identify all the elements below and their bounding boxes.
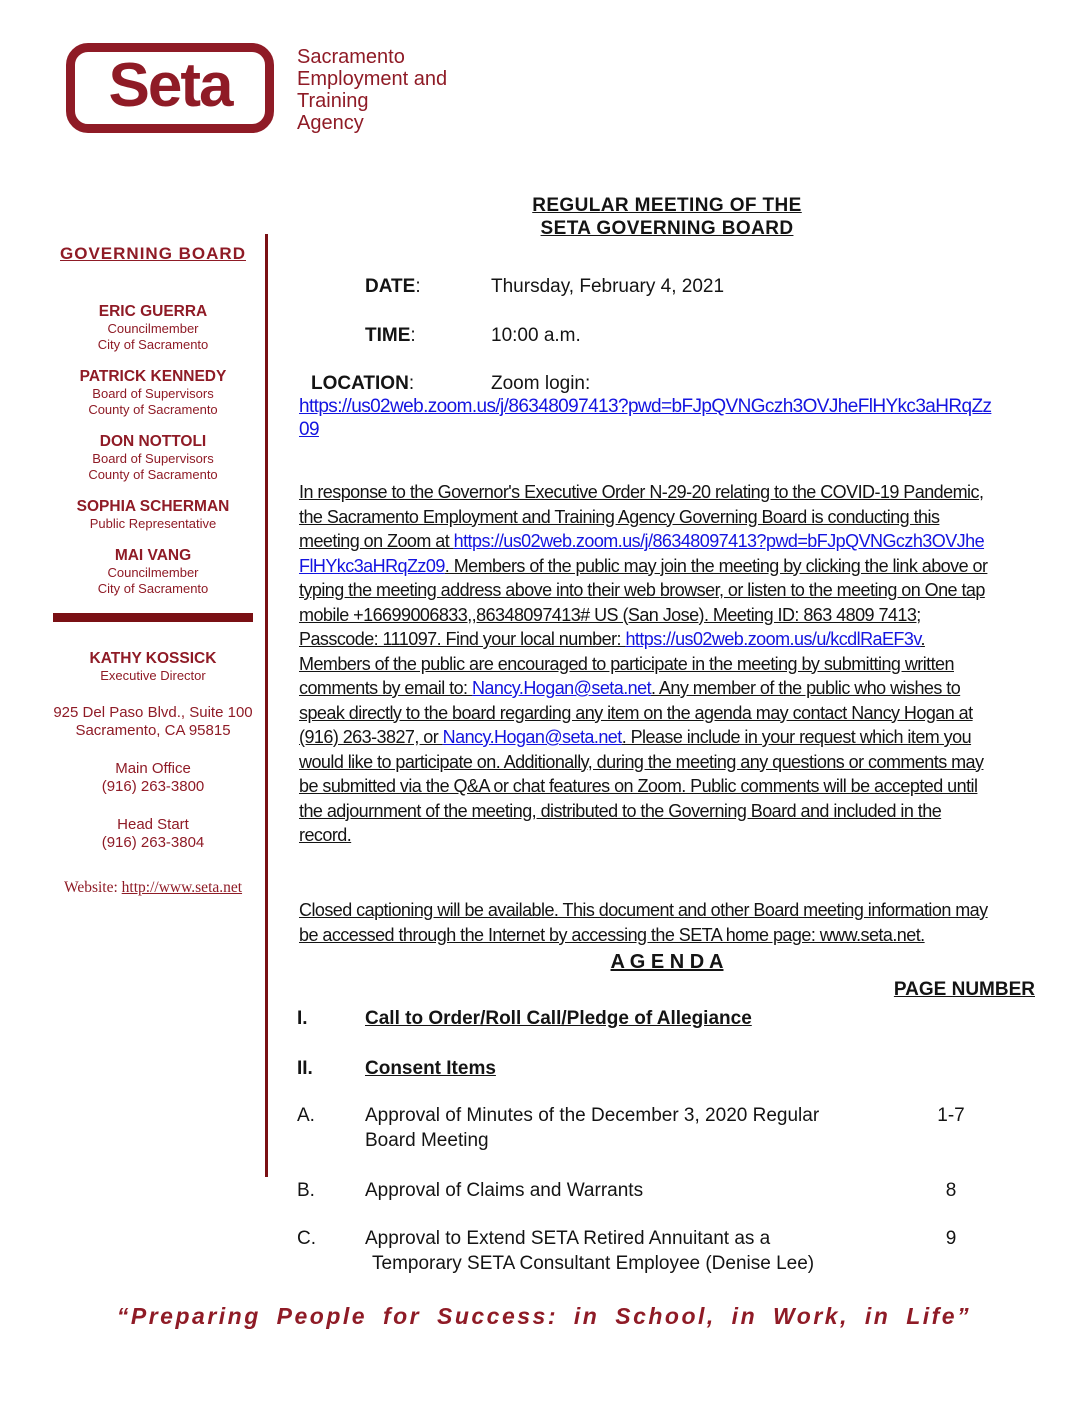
board-member (42, 497, 264, 532)
member-org: County of Sacramento (88, 402, 218, 417)
board-member (42, 432, 264, 483)
notice-text: . Members of the public may join the meeting by clicking the link above or typing the meeting address above into their web browser, or listen to the meeting on One tap mobile +16699006833,,86348097413# US (San Jose). Meeting ID: 863 4809 7413; Passcode: 111097. Find your local number: (299, 555, 988, 649)
director-title: Executive Director (100, 668, 206, 683)
item-page-number: 1-7 (937, 1105, 965, 1126)
zoom-meeting-link[interactable]: https://us02web.zoom.us/j/86348097413?pwd=bFJpQVNGczh3OVJheFlHYkc3aHRqZz09 (299, 531, 985, 576)
member-org: City of Sacramento (97, 581, 209, 596)
item-line2: Board Meeting (365, 1130, 489, 1151)
website-line (42, 879, 264, 897)
member-role: Board of Supervisors (92, 451, 214, 466)
section-title: Consent Items (365, 1058, 496, 1079)
section-numeral: II. (297, 1058, 313, 1079)
seta-logo-mark: Seta (108, 51, 232, 120)
time-label: TIME : (365, 325, 416, 347)
org-name-line: Sacramento (297, 46, 405, 68)
notice-text: . Members of the public are encouraged to participate in the meeting by submitting written comments by email to: (299, 629, 954, 698)
agenda-heading: A G E N D A (610, 951, 724, 973)
notice-text: . Please include in your request which item you would like to participate on. Additionally, during the meeting any questions or comments may be submitted via the Q&A or chat features on Zoom. Public comments will be accepted until the adjournment of the meeting, distributed to the Governing Board and included in the record. (299, 727, 984, 845)
time-value: 10:00 a.m. (491, 325, 581, 346)
address-line: Sacramento, CA 95815 (75, 721, 231, 739)
org-name-line: Employment and (297, 68, 448, 90)
item-letter: B. (297, 1180, 315, 1201)
email-link[interactable]: Nancy.Hogan@seta.net (442, 727, 622, 747)
contact-phone: (916) 263-3804 (101, 833, 205, 851)
date-row (297, 276, 1037, 298)
member-name: DON NOTTOLI (99, 433, 207, 450)
item-text (365, 1178, 895, 1203)
contact-label: Head Start (117, 816, 189, 833)
location-row (297, 373, 1037, 395)
org-name-line: Training (297, 90, 369, 112)
meeting-title-line2: SETA GOVERNING BOARD (540, 218, 794, 239)
notice-text: . Any member of the public who wishes to speak directly to the board regarding any item on the agenda may contact Nancy Hogan at (916) 263-3827, or (299, 678, 973, 747)
member-name: MAI VANG (114, 547, 192, 564)
member-role: Board of Supervisors (92, 386, 214, 401)
board-member (42, 367, 264, 418)
zoom-local-number-link[interactable]: https://us02web.zoom.us/u/kcdlRaEF3v (625, 629, 921, 649)
covid-notice-paragraph (299, 480, 993, 848)
meeting-title-line1: REGULAR MEETING OF THE (532, 195, 802, 216)
website-link[interactable]: http://www.seta.net (121, 879, 243, 896)
item-text (365, 1226, 895, 1276)
board-member (42, 302, 264, 353)
section-title: Call to Order/Roll Call/Pledge of Allegiance (365, 1008, 752, 1029)
motto-quote: “Preparing People for Success: in School, in Work, in Life” (116, 1303, 972, 1329)
vertical-divider (265, 234, 268, 1177)
item-page-number: 9 (945, 1228, 957, 1249)
notice-text: In response to the Governor's Executive Order N-29-20 relating to the COVID-19 Pandemic, the Sacramento Employment and Training Agency Governing Board is conducting this meeting on Zoom at (299, 482, 984, 551)
member-name: SOPHIA SCHERMAN (76, 498, 230, 515)
section-numeral: I. (297, 1008, 308, 1029)
office-address (42, 704, 264, 739)
org-name-line: Agency (297, 112, 364, 134)
zoom-login-link-block (299, 395, 993, 441)
main-office-contact (42, 760, 264, 795)
member-role: Councilmember (107, 565, 199, 580)
address-line: 925 Del Paso Blvd., Suite 100 (53, 704, 253, 721)
date-label: DATE : (365, 276, 421, 298)
org-name (297, 46, 447, 134)
item-line1: Approval of Minutes of the December 3, 2020 Regular (365, 1105, 820, 1126)
item-letter: A. (297, 1105, 315, 1126)
item-line2: Temporary SETA Consultant Employee (Denise Lee) (372, 1253, 815, 1274)
head-start-contact (42, 816, 264, 851)
page-number-heading: PAGE NUMBER (893, 979, 1035, 1000)
item-page-number: 8 (945, 1180, 957, 1201)
meeting-title (297, 194, 1037, 240)
member-org: County of Sacramento (88, 467, 218, 482)
governing-board-sidebar (42, 244, 264, 897)
email-link[interactable]: Nancy.Hogan@seta.net (471, 678, 652, 698)
item-text (365, 1103, 895, 1153)
director-name: KATHY KOSSICK (89, 650, 217, 667)
item-line1: Approval of Claims and Warrants (365, 1180, 644, 1201)
item-letter: C. (297, 1228, 316, 1249)
location-value: Zoom login: (491, 373, 591, 394)
contact-label: Main Office (115, 760, 191, 777)
member-role: Councilmember (107, 321, 199, 336)
executive-director (42, 649, 264, 684)
seta-logo (66, 43, 274, 133)
member-name: PATRICK KENNEDY (79, 368, 227, 385)
member-name: ERIC GUERRA (98, 303, 208, 320)
location-label: LOCATION : (311, 373, 414, 395)
item-line1: Approval to Extend SETA Retired Annuitant as a (365, 1228, 771, 1249)
member-role: Public Representative (89, 516, 217, 531)
zoom-login-link[interactable]: https://us02web.zoom.us/j/86348097413?pwd=bFJpQVNGczh3OVJheFlHYkc3aHRqZz09 (299, 396, 992, 440)
board-member (42, 546, 264, 597)
date-value: Thursday, February 4, 2021 (491, 276, 725, 297)
main-content (297, 194, 1037, 1274)
time-row (297, 325, 1037, 347)
sidebar-divider (53, 613, 253, 622)
contact-phone: (916) 263-3800 (101, 777, 205, 795)
sidebar-heading: GOVERNING BOARD (60, 244, 246, 263)
member-org: City of Sacramento (97, 337, 209, 352)
captioning-paragraph: Closed captioning will be available. This document and other Board meeting information may be accessed through the Internet by accessing the SETA home page: www.seta.net. (299, 900, 988, 945)
website-label: Website: (63, 879, 122, 896)
